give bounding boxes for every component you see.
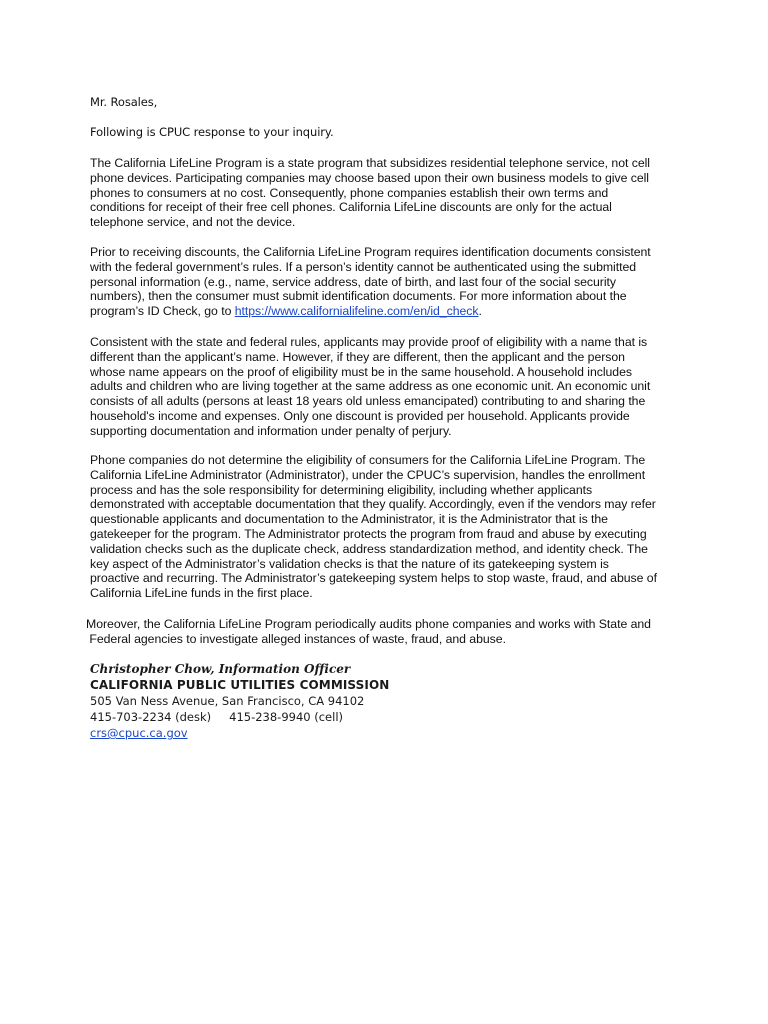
paragraph-line: Consistent with the state and federal rules, applicants may provide proof of eligibility with a name that is	[90, 335, 648, 349]
phone-desk: 415-703-2234 (desk)	[90, 710, 212, 724]
paragraph-identification	[90, 245, 670, 319]
paragraph-line: adults and children who are living together at the same address as one economic unit. An economic unit	[90, 379, 651, 394]
paragraph-line: telephone service, and not the device.	[90, 215, 296, 230]
paragraph-line: validation checks such as the duplicate check, address standardization method, and identity check. The	[90, 541, 648, 556]
paragraph-eligibility-name	[90, 335, 670, 439]
paragraph-line: The California LifeLine Program is a state program that subsidizes residential telephone service, not cell	[90, 156, 650, 170]
paragraph-program-description	[90, 156, 670, 230]
paragraph-line: phone devices. Participating companies may choose based upon their own business models to give cell	[90, 170, 649, 185]
paragraph-line: with the federal government’s rules. If a person’s identity cannot be authenticated using the submitted	[90, 259, 637, 274]
paragraph-line: whose name appears on the proof of eligibility must be in the same household. A household includes	[90, 364, 632, 379]
paragraph-line: Prior to receiving discounts, the California LifeLine Program requires identification documents consistent	[90, 245, 651, 259]
salutation: Mr. Rosales,	[90, 95, 158, 109]
paragraph-line: proactive and recurring. The Administrator’s gatekeeping system helps to stop waste, fraud, and abuse of	[90, 571, 657, 586]
paragraph-line: supporting documentation and information under penalty of perjury.	[90, 423, 452, 438]
id-check-link[interactable]: https://www.californialifeline.com/en/id_check	[234, 304, 479, 319]
paragraph-line: numbers), then the consumer must submit identification documents. For more information about the	[90, 289, 627, 304]
paragraph-line: process and has the sole responsibility for determining eligibility, including whether applicants	[90, 482, 593, 497]
paragraph-line: gatekeeper for the program. The Administrator protects the program from fraud and abuse by executing	[90, 526, 647, 541]
paragraph-line: household's income and expenses. Only one discount is provided per household. Applicants provide	[90, 408, 630, 423]
paragraph-line: questionable applicants and documentation to the Administrator, it is the Administrator that is the	[90, 512, 608, 527]
intro-line: Following is CPUC response to your inquiry.	[90, 125, 334, 139]
paragraph-line: California LifeLine Administrator (Administrator), under the CPUC’s supervision, handles the enrollment	[90, 467, 646, 482]
paragraph-audits	[86, 617, 666, 647]
paragraph-administrator	[90, 453, 670, 601]
paragraph-line: personal information (e.g., name, service address, date of birth, and last four of the social security	[90, 274, 616, 289]
paragraph-line: California LifeLine funds in the first place.	[90, 586, 313, 601]
phone-cell: 415-238-9940 (cell)	[229, 710, 344, 724]
signature-name: Christopher Chow, Information Officer	[90, 662, 351, 676]
link-prefix: program’s ID Check, go to	[90, 304, 235, 319]
paragraph-line: phones to consumers at no cost. Consequently, phone companies establish their own terms and	[90, 185, 609, 200]
paragraph-line: Moreover, the California LifeLine Program periodically audits phone companies and works with State and	[86, 617, 651, 631]
paragraph-line: consists of all adults (persons at least 18 years old unless emancipated) contributing to and sharing the	[90, 394, 646, 409]
paragraph-line: Phone companies do not determine the eligibility of consumers for the California LifeLine Program. The	[90, 453, 646, 467]
paragraph-line-with-link	[90, 304, 670, 319]
paragraph-line: Federal agencies to investigate alleged instances of waste, fraud, and abuse.	[86, 631, 506, 646]
signature-phones	[90, 709, 389, 725]
paragraph-line: key aspect of the Administrator’s validation checks is that the nature of its gatekeeping system is	[90, 556, 609, 571]
paragraph-line: conditions for receipt of their free cell phones. California LifeLine discounts are only for the actual	[90, 200, 612, 215]
email-link[interactable]: crs@cpuc.ca.gov	[90, 726, 188, 740]
paragraph-line: different than the applicant’s name. However, if they are different, then the applicant and the person	[90, 349, 625, 364]
signature-organization: CALIFORNIA PUBLIC UTILITIES COMMISSION	[90, 678, 390, 692]
paragraph-line: demonstrated with acceptable documentation that they qualify. Accordingly, even if the vendors may refer	[90, 497, 656, 512]
signature-address: 505 Van Ness Avenue, San Francisco, CA 94102	[90, 694, 365, 708]
signature-block	[90, 661, 389, 741]
link-suffix: .	[478, 304, 482, 319]
